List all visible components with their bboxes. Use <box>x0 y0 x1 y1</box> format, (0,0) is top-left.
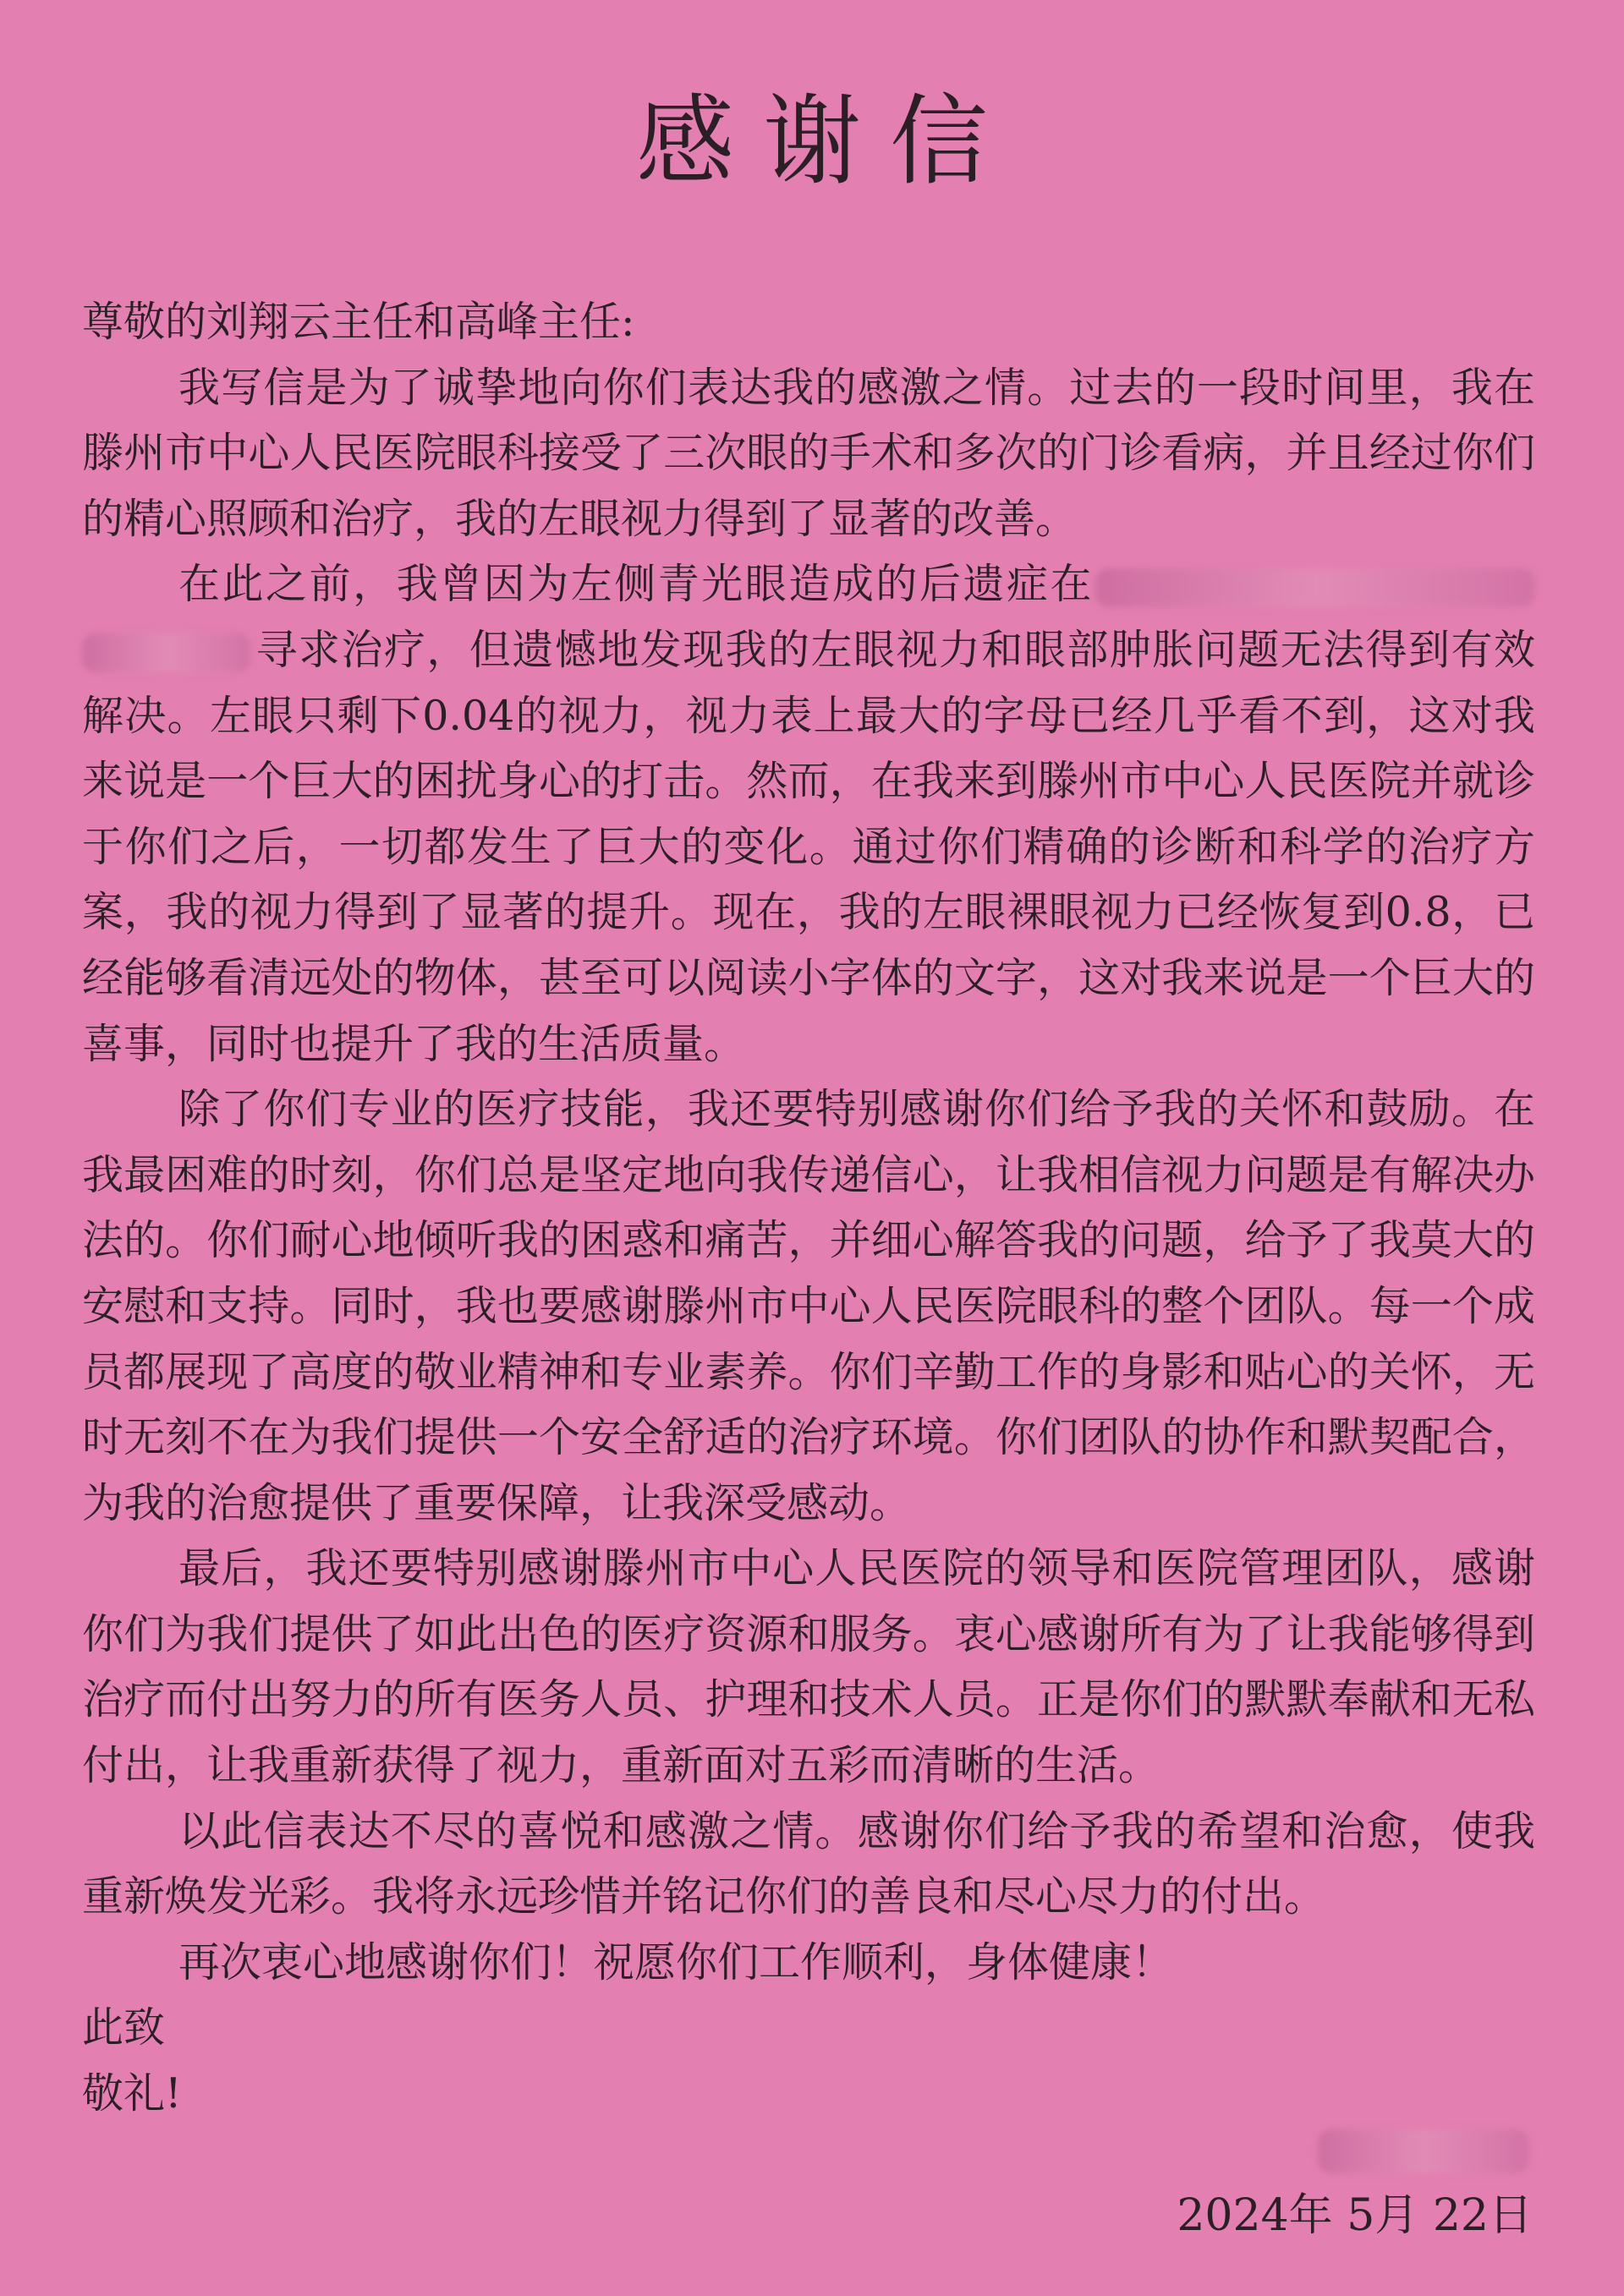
salutation: 尊敬的刘翔云主任和高峰主任: <box>82 298 635 346</box>
paragraph-2-part-1: 在此之前，我曾因为左侧青光眼造成的后遗症在 <box>178 560 1094 609</box>
redacted-hospital-name-continued <box>82 633 251 672</box>
redacted-hospital-name <box>1095 568 1535 607</box>
letter-body <box>82 289 1535 2127</box>
paragraph-6: 再次衷心地感谢你们！祝愿你们工作顺利，身体健康！ <box>178 1937 1174 1986</box>
paragraph-5: 以此信表达不尽的喜悦和感激之情。感谢你们给予我的希望和治愈，使我重新焕发光彩。我将永远珍惜并铭记你们的善良和尽心尽力的付出。 <box>82 1806 1535 1921</box>
letter-date: 2024年 5月 22日 <box>1177 2190 1533 2241</box>
paragraph-3: 除了你们专业的医疗技能，我还要特别感谢你们给予我的关怀和鼓励。在我最困难的时刻，你们总是坚定地向我传递信心，让我相信视力问题是有解决办法的。你们耐心地倾听我的困惑和痛苦，并细心解答我的问题，给予了我莫大的安慰和支持。同时，我也要感谢滕州市中心人民医院眼科的整个团队。每一个成员都展现了高度的敬业精神和专业素养。你们辛勤工作的身影和贴心的关怀，无时无刻不在为我们提供一个安全舒适的治疗环境。你们团队的协作和默契配合，为我的治愈提供了重要保障，让我深受感动。 <box>82 1085 1535 1527</box>
paragraph-4: 最后，我还要特别感谢滕州市中心人民医院的领导和医院管理团队，感谢你们为我们提供了如此出色的医疗资源和服务。衷心感谢所有为了让我能够得到治疗而付出努力的所有医务人员、护理和技术人员。正是你们的默默奉献和无私付出，让我重新获得了视力，重新面对五彩而清晰的生活。 <box>82 1544 1535 1790</box>
redacted-signature <box>1318 2129 1529 2173</box>
regards: 敬礼! <box>82 2069 182 2118</box>
closing: 此致 <box>82 2003 166 2052</box>
paragraph-1: 我写信是为了诚挚地向你们表达我的感激之情。过去的一段时间里，我在滕州市中心人民医院眼科接受了三次眼的手术和多次的门诊看病，并且经过你们的精心照顾和治疗，我的左眼视力得到了显著的改善。 <box>82 363 1535 543</box>
paragraph-2 <box>82 551 1535 1077</box>
letter-title: 感谢信 <box>636 85 1017 199</box>
paragraph-2-part-2: 寻求治疗，但遗憾地发现我的左眼视力和眼部肿胀问题无法得到有效解决。左眼只剩下0.04的视力，视力表上最大的字母已经几乎看不到，这对我来说是一个巨大的困扰身心的打击。然而，在我来到滕州市中心人民医院并就诊于你们之后，一切都发生了巨大的变化。通过你们精确的诊断和科学的治疗方案，我的视力得到了显著的提升。现在，我的左眼裸眼视力已经恢复到0.8，已经能够看清远处的物体，甚至可以阅读小字体的文字，这对我来说是一个巨大的喜事，同时也提升了我的生活质量。 <box>82 625 1535 1068</box>
